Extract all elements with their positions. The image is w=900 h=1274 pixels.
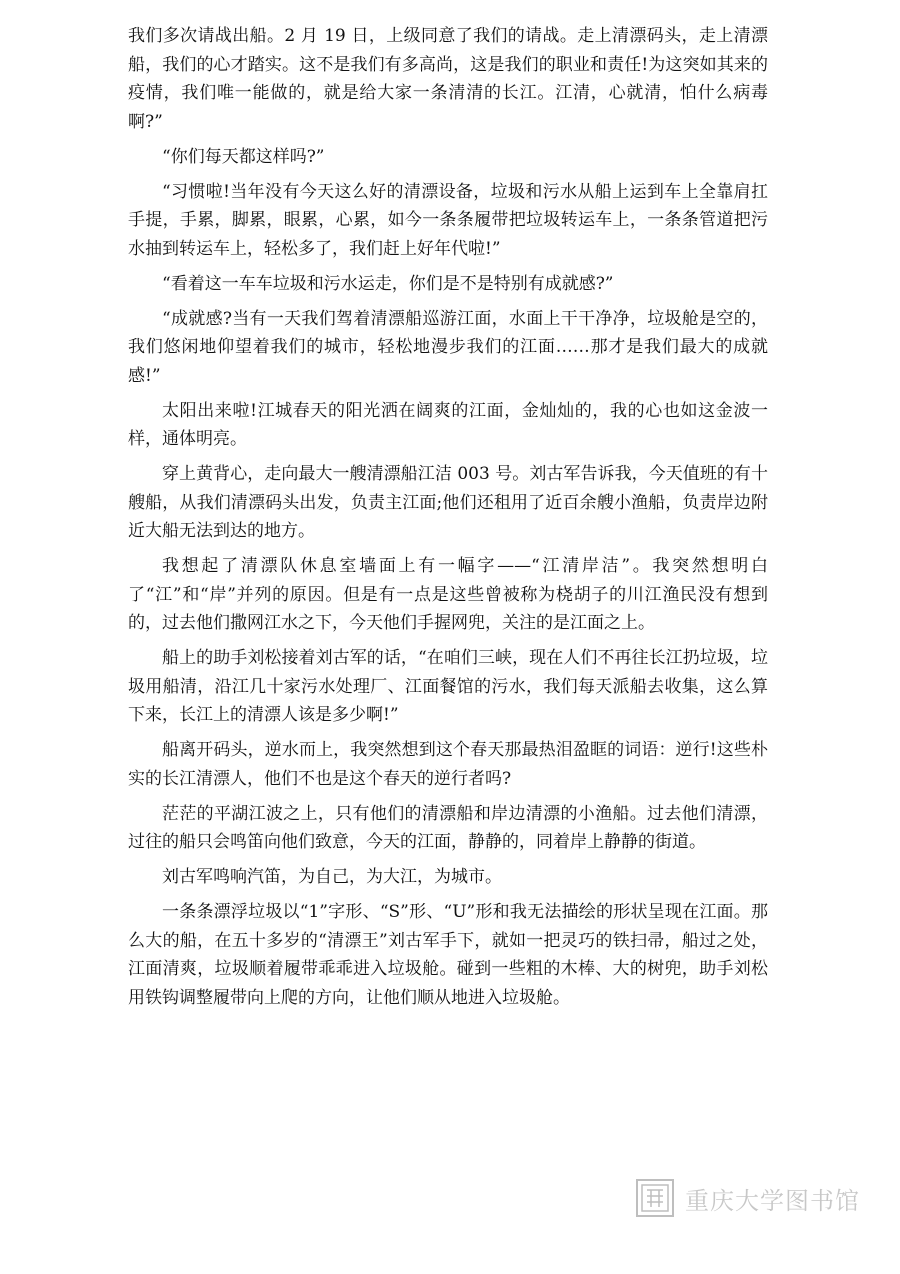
library-seal-icon <box>635 1178 675 1218</box>
paragraph-7: 穿上黄背心，走向最大一艘清漂船江洁 003 号。刘古军告诉我，今天值班的有十艘船，从我们清漂码头出发，负责主江面;他们还租用了近百余艘小渔船，负责岸边附近大船无法到达的地方。 <box>128 464 768 542</box>
paragraph-1: 我们多次请战出船。2 月 19 日，上级同意了我们的请战。走上清漂码头，走上清漂船，我们的心才踏实。这不是我们有多高尚，这是我们的职业和责任!为这突如其来的疫情，我们唯一能做的，就是给大家一条清清的长江。江清，心就清，怕什么病毒啊?” <box>128 26 768 132</box>
paragraph-9: 船上的助手刘松接着刘古军的话，“在咱们三峡，现在人们不再往长江扔垃圾，垃圾用船清，沿江几十家污水处理厂、江面餐馆的污水，我们每天派船去收集，这么算下来，长江上的清漂人该是多少啊!” <box>128 648 768 726</box>
paragraph-4: “看着这一车车垃圾和污水运走，你们是不是特别有成就感?” <box>162 273 614 294</box>
document-body <box>128 22 768 1019</box>
paragraph-5: “成就感?当有一天我们驾着清漂船巡游江面，水面上干干净净，垃圾舱是空的，我们悠闲地仰望着我们的城市，轻松地漫步我们的江面……那才是我们最大的成就感!” <box>128 308 768 386</box>
paragraph-3: “习惯啦!当年没有今天这么好的清漂设备，垃圾和污水从船上运到车上全靠肩扛手提，手累，脚累，眼累，心累，如今一条条履带把垃圾转运车上，一条条管道把污水抽到转运车上，轻松多了，我们赶上好年代啦!” <box>128 181 768 259</box>
paragraph-2: “你们每天都这样吗?” <box>162 146 325 167</box>
paragraph-11: 茫茫的平湖江波之上，只有他们的清漂船和岸边清漂的小渔船。过去他们清漂，过往的船只会鸣笛向他们致意，今天的江面，静静的，同着岸上静静的街道。 <box>128 803 768 853</box>
watermark-text: 重庆大学图书馆 <box>685 1186 860 1215</box>
paragraph-13: 一条条漂浮垃圾以“1”字形、“S”形、“U”形和我无法描绘的形状呈现在江面。那么大的船，在五十多岁的“清漂王”刘古军手下，就如一把灵巧的铁扫帚，船过之处，江面清爽，垃圾顺着履带乖乖进入垃圾舱。碰到一些粗的木棒、大的树兜，助手刘松用铁钩调整履带向上爬的方向，让他们顺从地进入垃圾舱。 <box>128 902 768 1008</box>
paragraph-6: 太阳出来啦!江城春天的阳光洒在阔爽的江面，金灿灿的，我的心也如这金波一样，通体明亮。 <box>128 400 768 450</box>
paragraph-8: 我想起了清漂队休息室墙面上有一幅字——“江清岸洁”。我突然想明白了“江”和“岸”并列的原因。但是有一点是这些曾被称为桡胡子的川江渔民没有想到的，过去他们撒网江水之下，今天他们手握网兜，关注的是江面之上。 <box>128 556 768 634</box>
paragraph-12: 刘古军鸣响汽笛，为自己，为大江，为城市。 <box>162 867 502 888</box>
paragraph-10: 船离开码头，逆水而上，我突然想到这个春天那最热泪盈眶的词语：逆行!这些朴实的长江清漂人，他们不也是这个春天的逆行者吗? <box>128 740 768 789</box>
library-watermark <box>635 1178 860 1218</box>
